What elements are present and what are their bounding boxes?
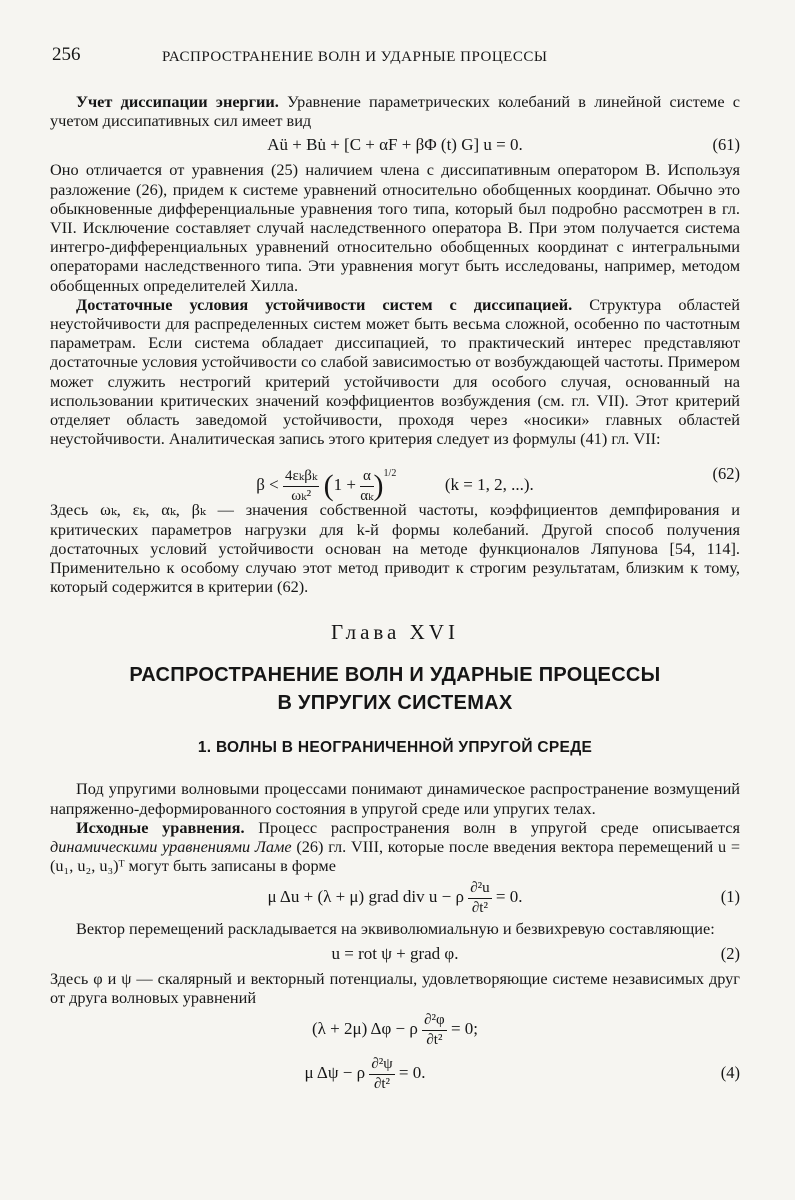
eq62-alpha: α	[360, 469, 373, 487]
equation-62-body	[256, 448, 534, 511]
chapter-title	[50, 661, 740, 717]
page-number: 256	[52, 44, 81, 65]
equation-61-body: Aü + Bu̇ + [C + αF + βΦ (t) G] u = 0.	[267, 135, 523, 155]
eq4-fraction	[369, 1057, 394, 1092]
lame-equations-term: динамическими уравнениями Ламе	[50, 837, 292, 857]
paragraph-stability-continued: Здесь ωₖ, εₖ, αₖ, βₖ — значения собственной частоты, коэффициентов демпфирования и критических параметров нагрузки для k-й формы колебаний. Другой способ получения достаточных условий устойчивости основан на методе функционалов Ляпунова [54, 114]. Применительно к особому случаю этот метод приводит к строгим результатам, близким к тому, который содержится в критерии (62).	[50, 500, 740, 597]
paragraph-decomposition: Вектор перемещений раскладывается на эквиволюмиальную и безвихревую составляющие:	[76, 919, 715, 939]
equation-1-number: (1)	[720, 887, 740, 907]
equation-2	[50, 939, 740, 969]
heading-dissipation: Учет диссипации энергии.	[76, 92, 279, 111]
page-body	[50, 92, 740, 1095]
equation-61	[50, 130, 740, 160]
equation-4-body	[305, 1051, 426, 1095]
eq3-fraction	[422, 1013, 447, 1048]
initial-eqs-text-a: Процесс распространения волн в упругой среде описывается	[258, 817, 740, 837]
heading-initial-equations: Исходные уравнения.	[76, 817, 245, 837]
equation-4-number: (4)	[720, 1063, 740, 1083]
paragraph-initial-equations	[50, 818, 740, 876]
chapter-title-line1: РАСПРОСТРАНЕНИЕ ВОЛН И УДАРНЫЕ ПРОЦЕССЫ	[129, 664, 661, 687]
running-title: РАСПРОСТРАНЕНИЕ ВОЛН И УДАРНЫЕ ПРОЦЕССЫ	[162, 49, 548, 65]
paragraph-dissipation-continued: Оно отличается от уравнения (25) наличием члена с диссипативным оператором B. Используя разложение (26), придем к системе уравнений относительно обобщенных координат. Обычно это обыкновенные дифференциальные уравнения того типа, который был подробно рассмотрен в гл. VII. Исключение составляет случай наследственного оператора B. При этом получается система интегро-дифференциальных уравнений относительно обобщенных координат с интегральными операторами наследственного типа. Эти уравнения могут быть исследованы, например, методом обобщенных определителей Хилла.	[50, 160, 740, 295]
eq62-alpha-fraction	[360, 469, 373, 504]
eq62-open-paren: (	[323, 469, 334, 503]
eq62-alpha-k: αₖ	[360, 488, 374, 505]
equation-1	[50, 875, 740, 919]
eq62-inner: 1 +	[333, 475, 356, 495]
eq3-rhs: = 0;	[450, 1019, 479, 1039]
heading-stability: Достаточные условия устойчивости систем с диссипацией.	[76, 294, 573, 314]
section-title: 1. ВОЛНЫ В НЕОГРАНИЧЕННОЙ УПРУГОЙ СРЕДЕ	[197, 739, 593, 757]
eq62-power: 1/2	[383, 468, 397, 480]
eq1-denominator: ∂t²	[471, 900, 488, 917]
equation-62	[50, 448, 740, 505]
chapter-title-line2: В УПРУГИХ СИСТЕМАХ	[277, 692, 513, 715]
eq3-numerator: ∂²φ	[422, 1013, 447, 1031]
eq62-denominator: ωₖ²	[291, 488, 312, 505]
equation-2-number: (2)	[720, 943, 740, 963]
running-header	[52, 44, 742, 72]
equation-1-body	[268, 875, 523, 919]
eq3-denominator: ∂t²	[426, 1031, 443, 1048]
chapter-label: Глава XVI	[331, 620, 459, 645]
paragraph-section-intro: Под упругими волновыми процессами понимают динамическое распространение возмущений напряженно-деформированного состояния в упругой среде или упругих телах.	[50, 779, 740, 818]
eq3-lhs: (λ + 2μ) Δφ − ρ	[311, 1019, 418, 1039]
equation-62-number: (62)	[712, 464, 740, 484]
paragraph-dissipation	[50, 92, 740, 130]
eq1-rhs: = 0.	[495, 887, 523, 907]
equation-3	[50, 1007, 740, 1051]
equation-61-number: (61)	[712, 135, 740, 155]
dissipation-intro: Уравнение параметрических колебаний в линейной системе с учетом диссипативных сил имеет вид	[50, 92, 740, 131]
eq1-lhs: μ Δu + (λ + μ) grad div u − ρ	[267, 887, 464, 907]
eq1-fraction	[468, 881, 491, 916]
eq4-numerator: ∂²ψ	[369, 1057, 394, 1075]
equation-4	[50, 1051, 740, 1095]
eq62-condition: (k = 1, 2, ...).	[444, 475, 534, 495]
paragraph-potentials: Здесь φ и ψ — скалярный и векторный потенциалы, удовлетворяющие системе независимых друг от друга волновых уравнений	[50, 968, 740, 1007]
paragraph-stability	[50, 295, 740, 449]
eq62-fraction	[283, 469, 319, 504]
eq4-denominator: ∂t²	[373, 1075, 391, 1092]
eq1-numerator: ∂²u	[468, 881, 491, 899]
equation-2-body: u = rot ψ + grad φ.	[331, 943, 459, 963]
equation-3-body	[312, 1007, 478, 1051]
stability-text: Структура областей неустойчивости для распределенных систем может быть весьма сложной, особенно по частотным параметрам. Если система обладает диссипацией, то практический интерес представляют достаточные условия устойчивости со слабой зависимостью от возбуждающей частоты. Примером может служить нестрогий критерий устойчивости для особого случая, основанный на использовании критических значений коэффициентов возбуждения (см. гл. VII). Этот критерий отделяет область заведомой устойчивости, проходя через «носики» главных областей неустойчивости. Аналитическая запись этого критерия следует из формулы (41) гл. VII:	[50, 294, 740, 449]
eq4-lhs: μ Δψ − ρ	[304, 1063, 366, 1083]
eq62-lhs: β <	[256, 475, 279, 495]
eq62-close-paren: )	[373, 469, 384, 503]
eq62-numerator: 4εₖβₖ	[283, 469, 319, 487]
initial-eqs-text-b: (26) гл. VIII, которые после введения вектора перемещений u = (u₁, u₂, u₃)ᵀ могут быть записаны в форме	[50, 837, 740, 876]
eq4-rhs: = 0.	[398, 1063, 426, 1083]
